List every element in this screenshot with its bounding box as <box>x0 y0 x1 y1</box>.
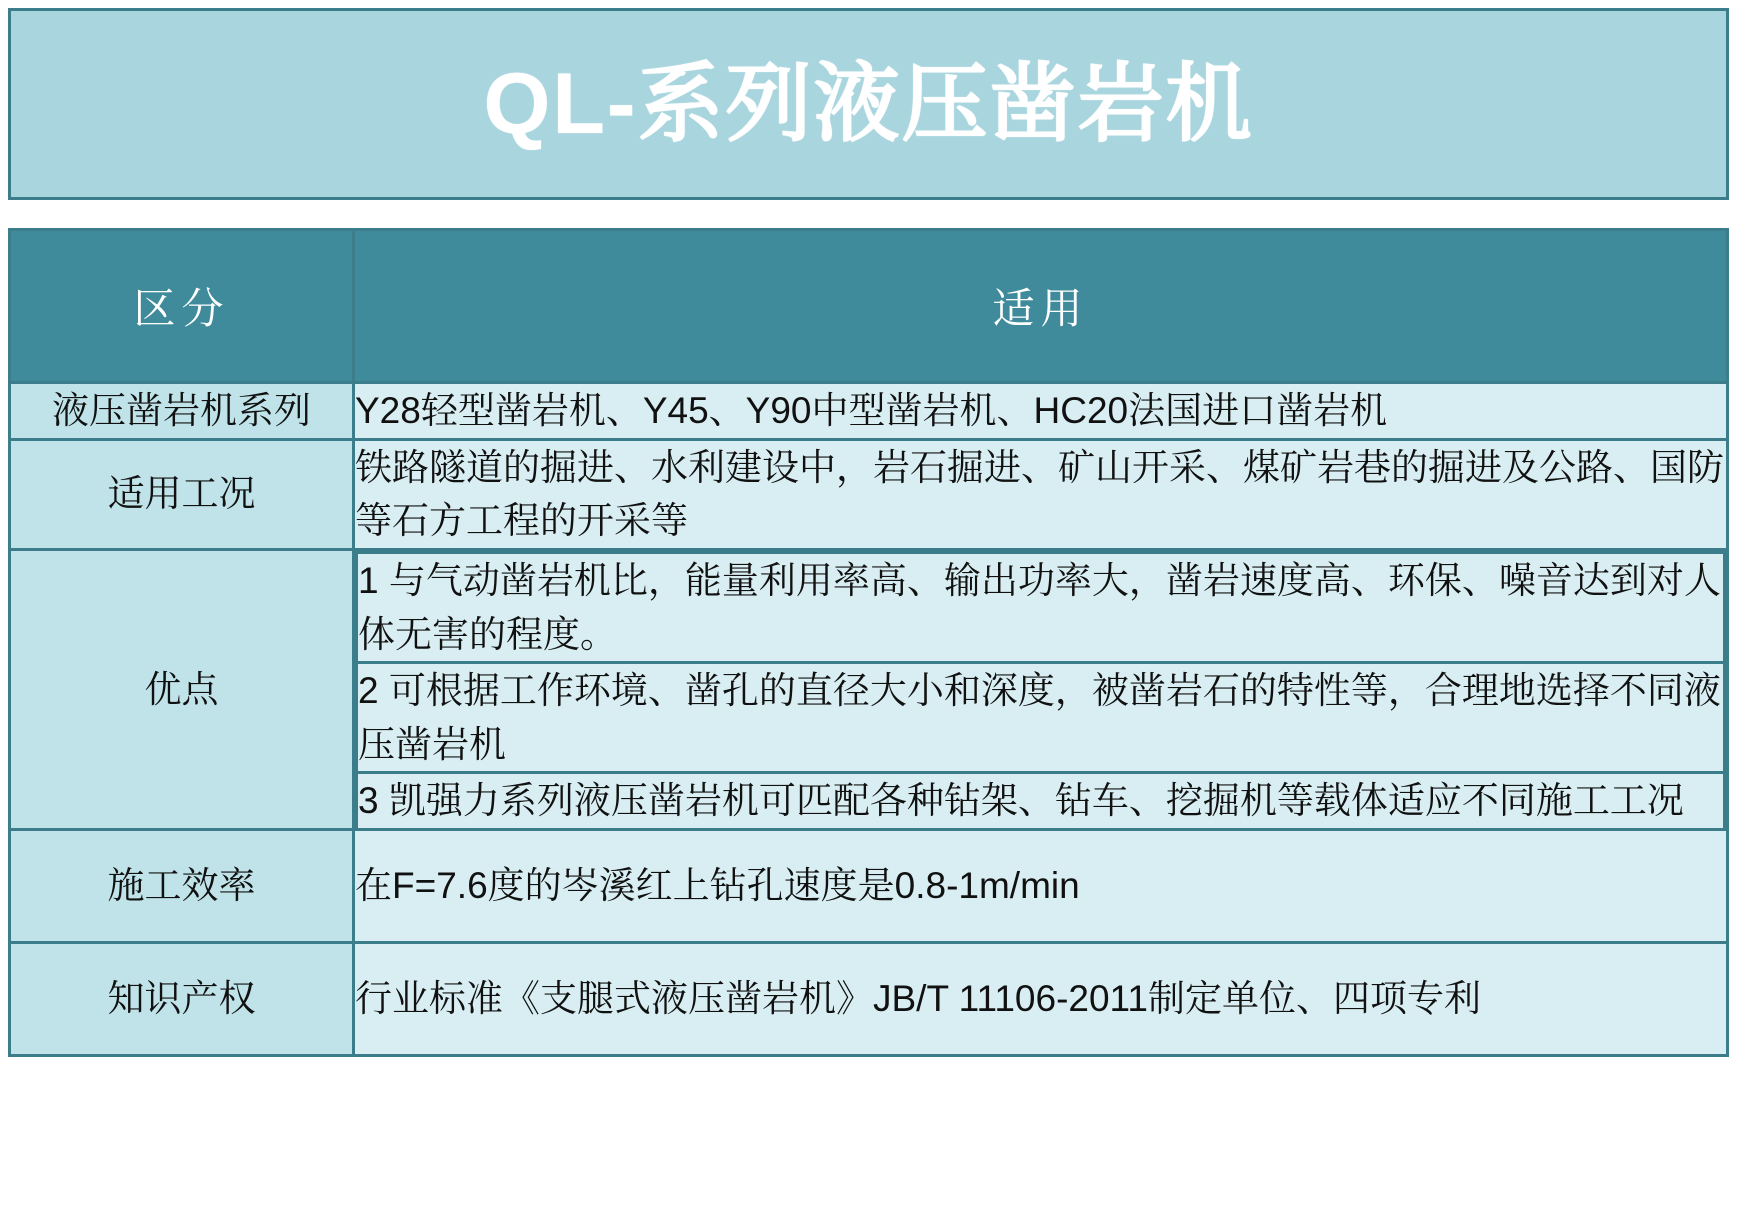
list-item <box>357 552 1725 662</box>
table-header-row <box>10 230 1728 383</box>
list-item <box>357 663 1725 773</box>
header-cell-category: 区分 <box>10 230 354 383</box>
row-label-conditions: 适用工况 <box>10 439 354 549</box>
table-row <box>10 830 1728 943</box>
header-cell-application: 适用 <box>354 230 1728 383</box>
row-value-series: Y28轻型凿岩机、Y45、Y90中型凿岩机、HC20法国进口凿岩机 <box>354 383 1728 440</box>
table-row <box>10 943 1728 1056</box>
table-row <box>10 383 1728 440</box>
list-item <box>357 773 1725 828</box>
advantage-item-3: 3 凯强力系列液压凿岩机可匹配各种钻架、钻车、挖掘机等载体适应不同施工工况 <box>357 773 1725 828</box>
row-value-ip: 行业标准《支腿式液压凿岩机》JB/T 11106-2011制定单位、四项专利 <box>354 943 1728 1056</box>
advantages-list <box>355 551 1726 828</box>
row-value-efficiency: 在F=7.6度的岑溪红上钻孔速度是0.8-1m/min <box>354 830 1728 943</box>
row-label-advantages: 优点 <box>10 549 354 829</box>
table-row <box>10 439 1728 549</box>
row-label-ip: 知识产权 <box>10 943 354 1056</box>
row-label-series: 液压凿岩机系列 <box>10 383 354 440</box>
advantage-item-2: 2 可根据工作环境、凿孔的直径大小和深度，被凿岩石的特性等，合理地选择不同液压凿岩机 <box>357 663 1725 773</box>
title-banner <box>8 8 1729 200</box>
row-value-advantages <box>354 549 1728 829</box>
row-label-efficiency: 施工效率 <box>10 830 354 943</box>
page-title: QL-系列液压凿岩机 <box>483 56 1254 152</box>
table-row <box>10 549 1728 829</box>
spec-table <box>8 228 1729 1057</box>
row-value-conditions: 铁路隧道的掘进、水利建设中，岩石掘进、矿山开采、煤矿岩巷的掘进及公路、国防等石方工程的开采等 <box>354 439 1728 549</box>
advantage-item-1: 1 与气动凿岩机比，能量利用率高、输出功率大，凿岩速度高、环保、噪音达到对人体无害的程度。 <box>357 552 1725 662</box>
